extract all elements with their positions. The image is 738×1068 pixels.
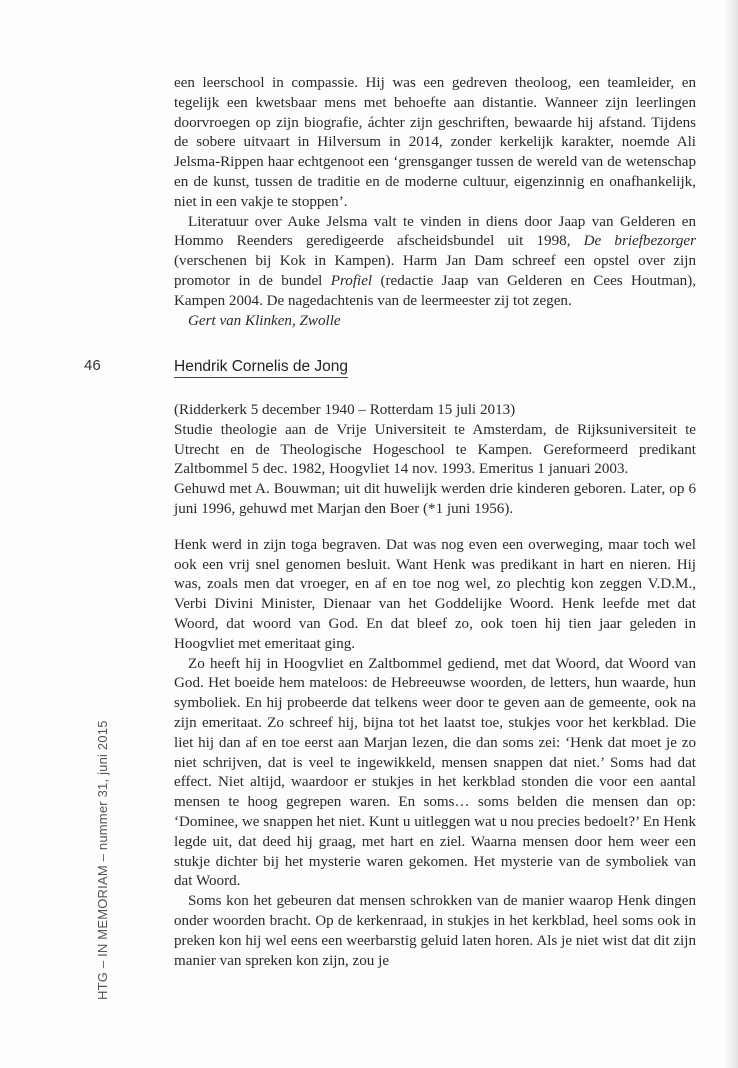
bio-family: Gehuwd met A. Bouwman; uit dit huwelijk werden drie kinderen geboren. Later, op 6 juni 1996, gehuwd met Marjan den Boer (*1 juni 1956). — [174, 481, 696, 517]
paragraph — [174, 213, 696, 312]
paragraph: Soms kon het gebeuren dat mensen schrokken van de manier waarop Henk dingen onder woorden bracht. Op de kerkenraad, in stukjes in het kerkblad, heel soms ook in preken kon hij wel eens een weerbarstig geluid laten horen. Als je niet wist dat dit zijn manier van spreken kon zijn, zou je — [174, 893, 696, 969]
author-signature: Gert van Klinken, Zwolle — [188, 312, 341, 329]
text-run: (verschenen bij Kok in Kampen). Harm Jan Dam schreef een opstel over zijn promotor in de bundel — [174, 253, 696, 289]
book-title: Profiel — [330, 272, 373, 289]
page-number: 46 — [84, 357, 101, 374]
text-run: (redactie Jaap van Gelderen en Cees Houtman), Kampen 2004. De nagedachtenis van de leermeester zij tot zegen. — [174, 272, 696, 309]
paragraph: een leerschool in compassie. Hij was een gedreven theoloog, een teamleider, en tegelijk een kwetsbaar mens met behoefte aan distantie. Wanneer zijn leerlingen doorvroegen op zijn biografie, áchter zijn geschriften, bewaarde hij afstand. Tijdens de sobere uitvaart in Hilversum in 2014, zonder kerkelijk karakter, noemde Ali Jelsma-Rippen haar echtgenoot een ‘grensganger tussen de wereld van de wetenschap en de kunst, tussen de traditie en de moderne cultuur, eigenzinnig en onafhankelijk, niet in een vakje te stoppen’. — [174, 75, 696, 210]
section-heading: Hendrik Cornelis de Jong — [174, 357, 348, 378]
text-run: Literatuur over Auke Jelsma valt te vinden in diens door Jaap van Gelderen en Hommo Reenders geredigeerde afscheidsbundel uit 1998, — [174, 213, 696, 250]
page-edge-shadow — [724, 0, 738, 1068]
continuation-text — [174, 74, 696, 331]
book-title: De briefbezorger — [583, 233, 697, 250]
obituary-body — [174, 401, 696, 971]
paragraph: Zo heeft hij in Hoogvliet en Zaltbommel gediend, met dat Woord, dat Woord van God. Het boeide hem mateloos: de Hebreeuwse woorden, de letters, hun waarde, hun symboliek. En hij probeerde dat telkens weer door te geven aan de gemeente, ook na zijn emeritaat. Zo schreef hij, bijna tot het laatst toe, stukjes voor het kerkblad. Die liet hij dan af en toe eerst aan Marjan lezen, die dan soms zei: ‘Henk dat moet je zo niet schrijven, dat is veel te ingewikkeld, mensen snappen dat niet.’ Soms had dat effect. Niet altijd, waardoor er stukjes in het kerkblad stonden die voor een aantal mensen te hoog gegrepen waren. En soms… soms belden die mensen dan op: ‘Dominee, we snappen het niet. Kunt u uitleggen wat u nou precies bedoelt?’ En Henk legde uit, dat deed hij graag, met hart en ziel. Waarna mensen door hem weer een stukje dichter bij het mysterie waren gekomen. Het mysterie van de symboliek van dat Woord. — [174, 655, 696, 890]
bio-career: Studie theologie aan de Vrije Universiteit te Amsterdam, de Rijksuniversiteit te Utrecht en de Theologische Hogeschool te Kampen. Gereformeerd predikant Zaltbommel 5 dec. 1982, Hoogvliet 14 nov. 1993. Emeritus 1 januari 2003. — [174, 421, 696, 478]
paragraph: Henk werd in zijn toga begraven. Dat was nog even een overweging, maar toch wel ook een vrij snel genomen besluit. Want Henk was predikant in hart en nieren. Hij was, zoals men dat vroeger, en af en toe nog wel, zo plechtig kon zeggen V.D.M., Verbi Divini Minister, Dienaar van het Goddelijke Woord. Henk leefde met dat Woord, dat woord van God. En dat bleef zo, ook toen hij tien jaar geleden in Hoogvliet met emeritaat ging. — [174, 536, 696, 652]
bio-dates: (Ridderkerk 5 december 1940 – Rotterdam 15 juli 2013) — [174, 402, 516, 418]
running-head: HTG – IN MEMORIAM – nummer 31, juni 2015 — [95, 720, 110, 1000]
